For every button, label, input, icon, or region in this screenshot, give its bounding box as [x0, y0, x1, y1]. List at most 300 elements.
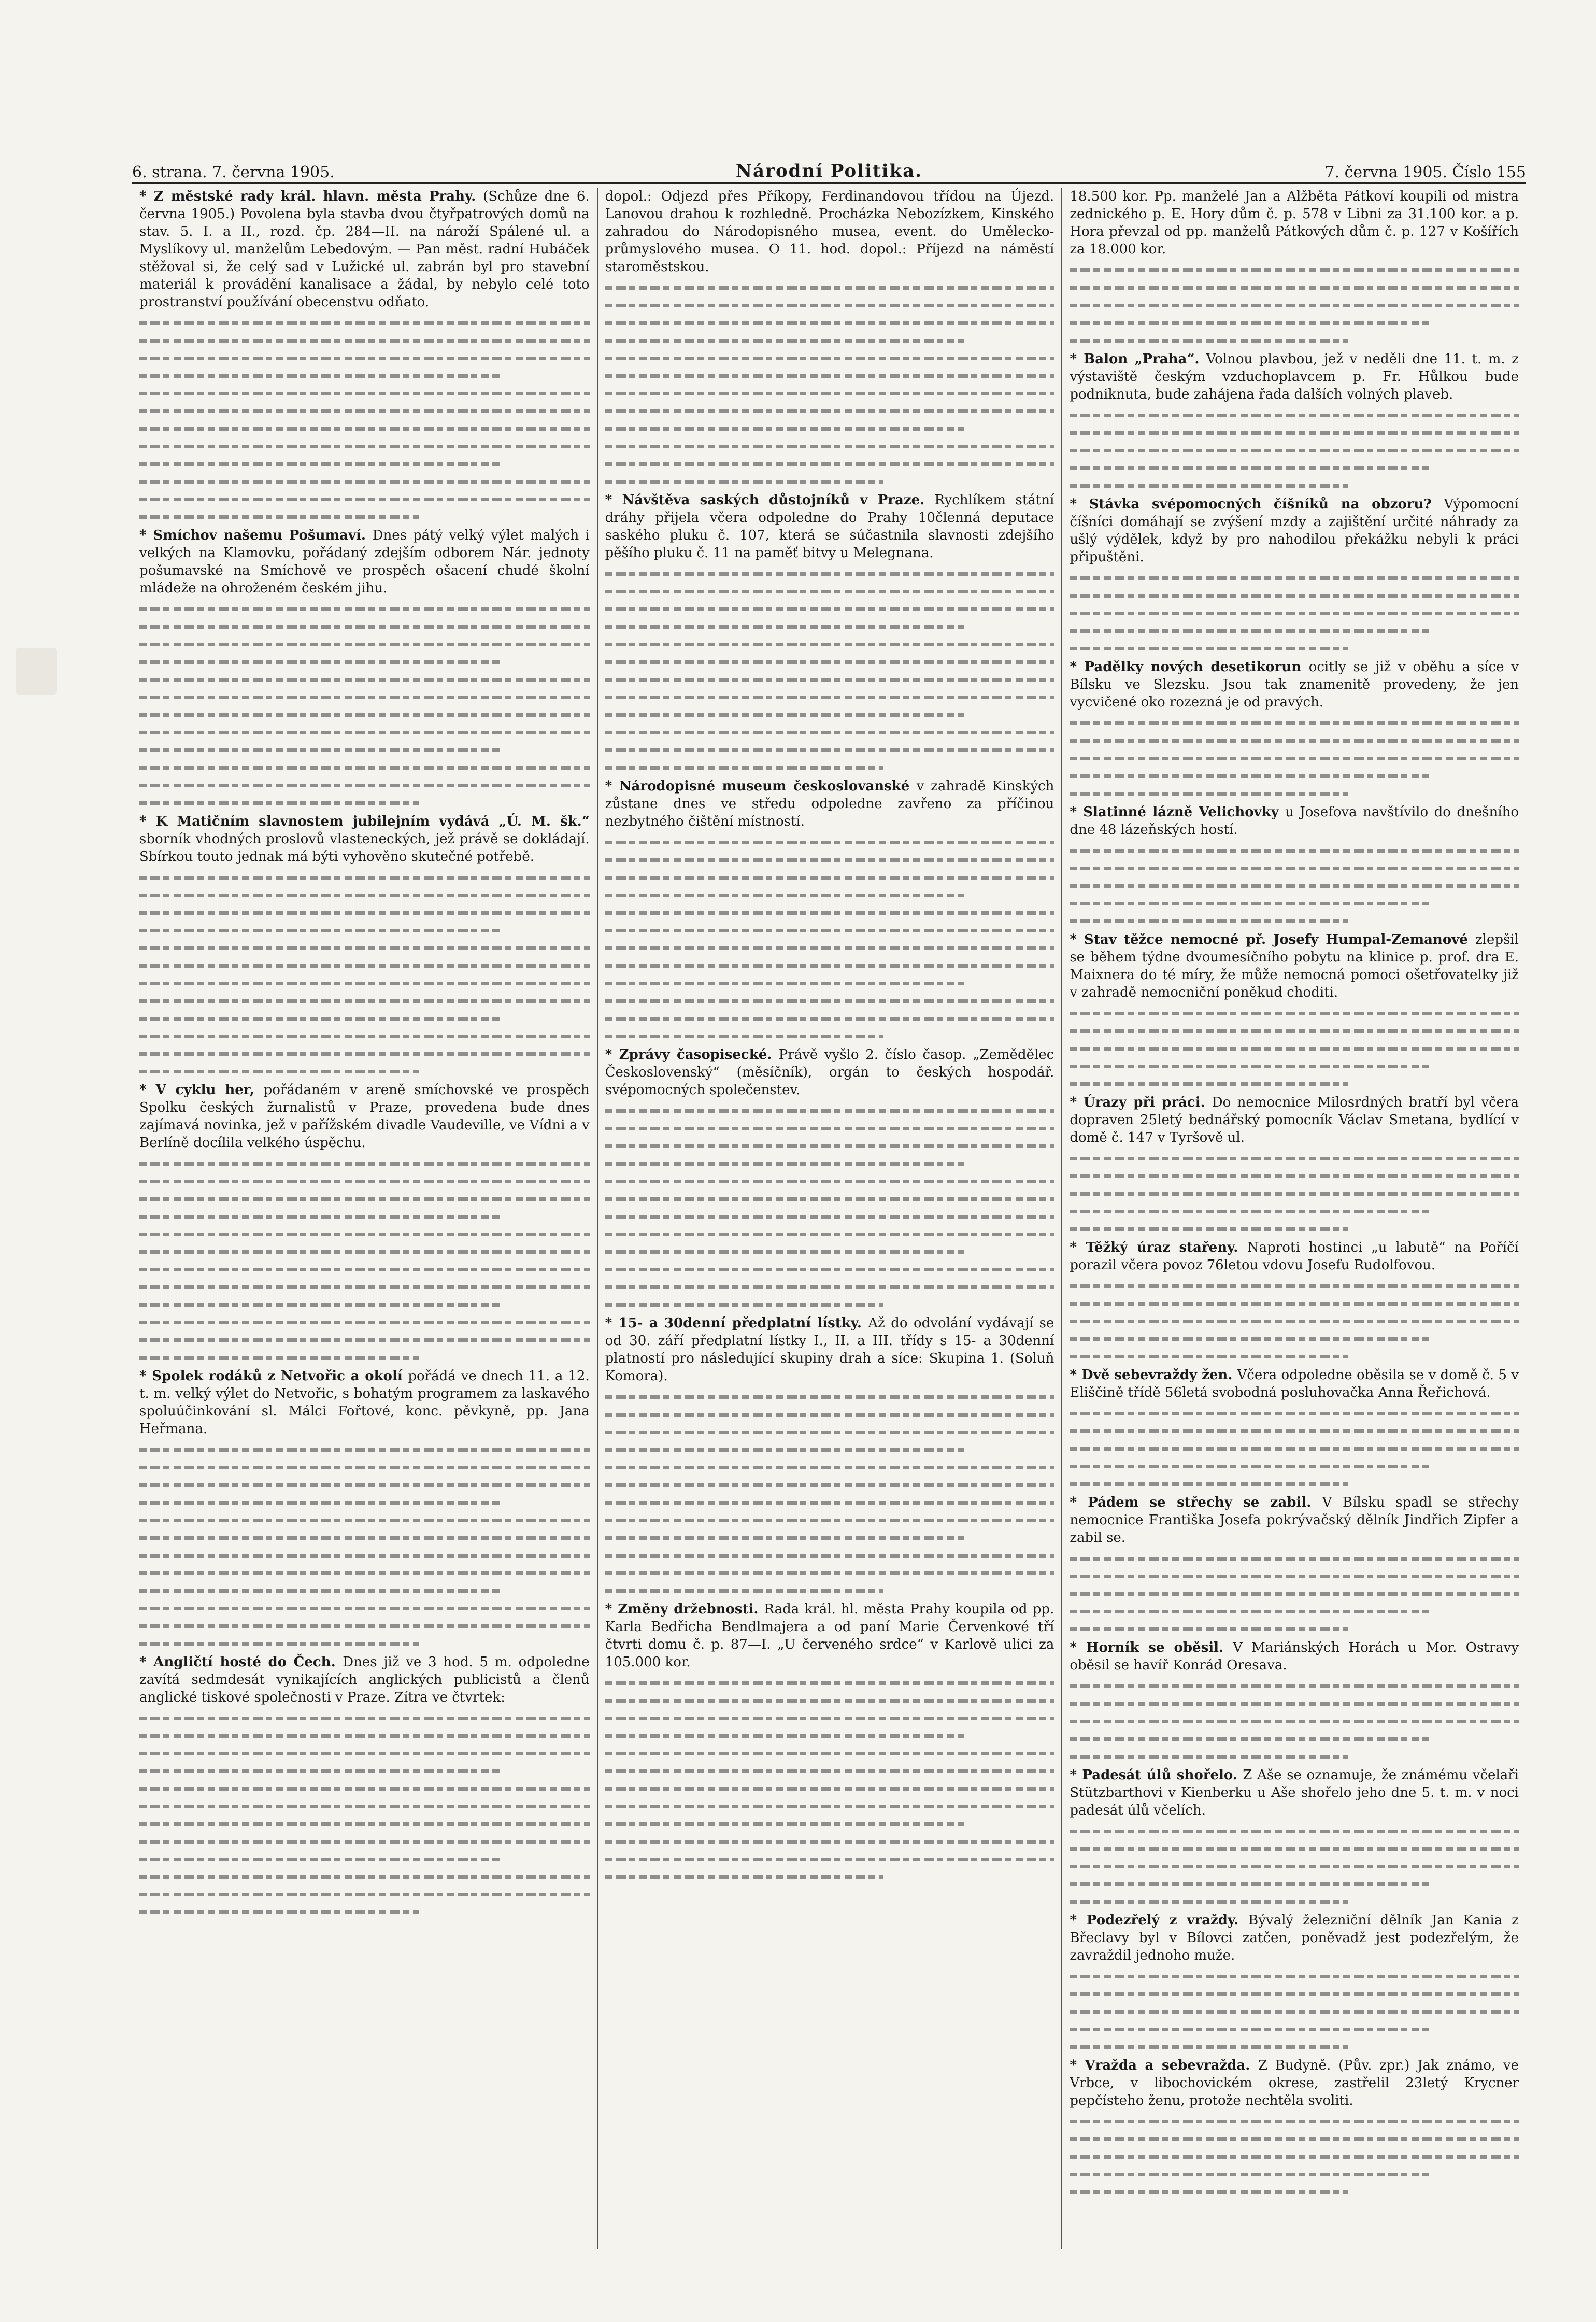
article-text: Z Budyně. (Pův. zpr.) Jak známo, ve Vrbce, v libochovickém okrese, zastřelil 23letý Krycner pepčísteho ženu, protože nechtěla svoliti. [1070, 2058, 1519, 2108]
article [139, 188, 590, 526]
text-line [605, 671, 1054, 688]
article [139, 1367, 590, 1652]
text-line [139, 1511, 590, 1529]
article [139, 813, 590, 1080]
text-line [605, 1815, 1054, 1833]
text-line [1070, 895, 1519, 912]
article-paragraph [1070, 658, 1519, 711]
article-paragraph [1070, 803, 1519, 839]
text-line [139, 1476, 590, 1494]
text-line [605, 688, 1054, 706]
text-line [1070, 1075, 1519, 1093]
text-line [1070, 1405, 1519, 1422]
text-line [1070, 2113, 1519, 2130]
column-3 [1061, 188, 1526, 2249]
article [139, 1081, 590, 1366]
text-line [139, 886, 590, 904]
text-line [1070, 1040, 1519, 1057]
text-line [1070, 622, 1519, 640]
text-line [1070, 785, 1519, 802]
text-line [1070, 912, 1519, 930]
article [605, 1314, 1054, 1599]
article-paragraph [1070, 188, 1519, 258]
column-2 [597, 188, 1062, 2249]
article-headline: * K Matičním slavnostem jubilejním vydává „Ú. M. šk.“ [139, 814, 590, 829]
article-headline: * Národopisné museum českoslovanské [605, 778, 917, 794]
article-text: Rada král. hl. města Prahy koupila od pp. Karla Bedřicha Bendlmajera a od paní Marie Červenkové tří čtvrti domu č. p. 87—I. „U červeného srdce“ v Karlově ulici za 105.000 kor. [605, 1602, 1054, 1670]
text-line [139, 922, 590, 939]
text-line [1070, 424, 1519, 442]
article-text: Dnes pátý velký výlet malých i velkých na Klamovku, pořádaný zdejším odborem Nár. jednoty pošumavské na Smíchově ve prospěch ošacení chudé školní mládeže na ohroženém českém jihu. [139, 528, 590, 596]
article-headline: * V cyklu her, [139, 1082, 264, 1098]
text-line [1070, 1550, 1519, 1567]
article-paragraph [1070, 350, 1519, 403]
article [1070, 1639, 1519, 1765]
article [605, 777, 1054, 1045]
text-line [605, 618, 1054, 635]
text-line [139, 1459, 590, 1476]
article [1070, 931, 1519, 1093]
text-line [139, 1599, 590, 1617]
text-line [1070, 2038, 1519, 2056]
article-paragraph [1070, 1094, 1519, 1146]
text-line [605, 279, 1054, 296]
article [1070, 658, 1519, 802]
article-headline: * Těžký úraz stařeny. [1070, 1240, 1247, 1255]
article-body-continuation [605, 833, 1054, 1045]
article-body-continuation [605, 279, 1054, 490]
text-line [1070, 1858, 1519, 1875]
article-paragraph [605, 777, 1054, 830]
text-line [139, 1313, 590, 1331]
article-text: Volnou plavbou, jež v neděli dne 11. t. m. z výstaviště českým vzduchoplavcem p. Fr. Hůlkou bude podniknuta, bude zahájena řada dalších volných plaveb. [1070, 351, 1519, 402]
text-line [139, 420, 590, 437]
text-line [139, 314, 590, 332]
article-body-continuation [139, 1155, 590, 1366]
text-line [139, 402, 590, 420]
article-text: Do nemocnice Milosrdných bratří byl včera dopraven 25letý bednářský pomocník Václav Smetana, bydlící v domě č. 147 v Tyršově ul. [1070, 1095, 1519, 1145]
article-paragraph [1070, 1639, 1519, 1674]
article-headline: * Změny držebnosti. [605, 1602, 764, 1617]
text-line [139, 759, 590, 776]
text-line [605, 939, 1054, 957]
text-line [1070, 877, 1519, 895]
article-body-continuation [1070, 1677, 1519, 1765]
text-line [1070, 279, 1519, 296]
article-paragraph [1070, 1239, 1519, 1274]
text-line [605, 1441, 1054, 1459]
text-line [139, 349, 590, 367]
text-line [1070, 2165, 1519, 2183]
article-headline: * Padesát úlů shořelo. [1070, 1767, 1243, 1783]
text-line [605, 1010, 1054, 1027]
text-line [605, 1155, 1054, 1172]
text-line [605, 904, 1054, 922]
article-text: pořádá ve dnech 11. a 12. t. m. velký výlet do Netvořic, s bohatým programem za laskavého spoluúčinkování sl. Málci Fořtové, konc. pěvkyně, pp. Jana Heřmana. [139, 1368, 590, 1437]
article-text: Rychlíkem státní dráhy přijela včera odpoledne do Prahy 10členná deputace saského pluku č. 107, která se súčastnila slavnosti zdejšího pěšího pluku č. 11 na paměť bitvy u Melegnana. [605, 492, 1054, 561]
binding-mark [16, 648, 57, 695]
text-line [139, 653, 590, 671]
text-line [605, 869, 1054, 886]
text-line [139, 1190, 590, 1208]
article-headline: * Slatinné lázně Velichovky [1070, 804, 1286, 820]
article [1070, 1912, 1519, 2056]
text-line [1070, 1277, 1519, 1295]
text-line [605, 724, 1054, 741]
text-line [139, 688, 590, 706]
text-line [605, 1388, 1054, 1406]
text-line [1070, 1748, 1519, 1765]
text-line [605, 1868, 1054, 1886]
article-paragraph [605, 491, 1054, 562]
article [1070, 1366, 1519, 1493]
text-line [605, 402, 1054, 420]
article-text: pořádaném v areně smíchovské ve prospěch Spolku českých žurnalistů v Praze, provedena bude dnes zajímavá novinka, jež v pařížském divadle Vaudeville, ve Vídni a v Berlíně docílila velkého úspěchu. [139, 1082, 590, 1151]
article-headline: * Balon „Praha“. [1070, 351, 1206, 367]
text-line [1070, 1202, 1519, 1220]
text-line [1070, 1457, 1519, 1475]
article-headline: * Spolek rodáků z Netvořic a okolí [139, 1368, 408, 1384]
text-line [139, 1833, 590, 1850]
article-paragraph [605, 1046, 1054, 1099]
text-line [139, 1564, 590, 1582]
article-text: Naproti hostinci „u labutě“ na Poříčí porazil včera povoz 76letou vdovu Josefu Rudolfovou. [1070, 1240, 1519, 1273]
article-text: Dnes již ve 3 hod. 5 m. odpoledne zavítá sedmdesát vynikajících anglických publicistů a členů anglické tiskové společnosti v Praze. Zítra ve čtvrtek: [139, 1654, 590, 1705]
article-body-continuation [605, 1388, 1054, 1599]
text-line [1070, 1893, 1519, 1910]
text-line [139, 367, 590, 385]
text-line [605, 600, 1054, 618]
article-text: Až do odvolání vydávají se od 30. září předplatní lístky I., II. a III. třídy s 15- a 30denní platností pro následující skupiny drah a síce: Skupina 1. (Soluň Komora). [605, 1315, 1054, 1384]
text-line [139, 1027, 590, 1045]
text-line [605, 1850, 1054, 1868]
text-line [139, 1617, 590, 1635]
text-line [1070, 767, 1519, 785]
article-text: 18.500 kor. Pp. manželé Jan a Alžběta Pátkoví koupili od mistra zednického p. E. Hory dům č. p. 578 v Libni za 31.100 kor. a p. Hora převzal od pp. manželů Pátkových dům č. p. 127 v Košířích za 18.000 kor. [1070, 189, 1519, 257]
article-headline: * Pádem se střechy se zabil. [1070, 1495, 1322, 1510]
text-line [605, 420, 1054, 437]
article-body-continuation [1070, 842, 1519, 930]
text-line [1070, 1312, 1519, 1330]
article-body-continuation [1070, 1550, 1519, 1638]
text-line [1070, 1712, 1519, 1730]
text-line [139, 1903, 590, 1921]
text-line [1070, 1295, 1519, 1312]
text-line [139, 741, 590, 759]
text-line [139, 473, 590, 490]
text-line [139, 1727, 590, 1745]
article-headline: * Smíchov našemu Pošumaví. [139, 528, 373, 543]
text-line [1070, 1220, 1519, 1238]
text-line [1070, 1822, 1519, 1840]
text-line [605, 1582, 1054, 1599]
text-line [1070, 714, 1519, 732]
article-paragraph [139, 1367, 590, 1438]
text-line [139, 385, 590, 402]
article-headline: * Návštěva saských důstojníků v Praze. [605, 492, 935, 508]
text-line [1070, 261, 1519, 279]
text-line [1070, 587, 1519, 604]
header-right: 7. června 1905. Číslo 155 [1324, 163, 1526, 181]
text-line [1070, 1057, 1519, 1075]
text-line [605, 635, 1054, 653]
article-body-continuation [1070, 2113, 1519, 2201]
text-columns [132, 188, 1526, 2249]
article-paragraph [1070, 931, 1519, 1001]
text-line [139, 1225, 590, 1243]
article [605, 1601, 1054, 1886]
text-line [139, 1045, 590, 1063]
text-line [139, 455, 590, 473]
text-line [139, 1547, 590, 1564]
article-text: (Schůze dne 6. června 1905.) Povolena byla stavba dvou čtyřpatrových domů na stav. 5. I. a II., rozd. čp. 284—II. na nároží Spálené ul. a Myslíkovy ul. manželům Lebedovým. — Pan měst. radní Hubáček stěžoval si, že celý sad v Lužické ul. zabrán byl pro stavební materiál k provádění kanalisace a žádal, by nebylo celé toto prostranství používání obecenstvu odňato. [139, 189, 590, 310]
text-line [605, 1727, 1054, 1745]
article-body-continuation [1070, 1004, 1519, 1093]
text-line [605, 1027, 1054, 1045]
article-body-continuation [139, 1441, 590, 1652]
text-line [139, 1745, 590, 1762]
article-body-continuation [1070, 261, 1519, 349]
text-line [139, 706, 590, 724]
text-line [139, 1063, 590, 1080]
text-line [139, 490, 590, 508]
text-line [605, 314, 1054, 332]
article-body-continuation [139, 869, 590, 1080]
masthead: Národní Politika. [735, 161, 923, 181]
text-line [1070, 296, 1519, 314]
text-line [139, 1850, 590, 1868]
text-line [1070, 1348, 1519, 1365]
article-headline: * Úrazy při práci. [1070, 1095, 1212, 1110]
article-paragraph [1070, 2057, 1519, 2109]
text-line [139, 724, 590, 741]
text-line [605, 1278, 1054, 1296]
text-line [605, 1296, 1054, 1313]
article [1070, 803, 1519, 930]
article [1070, 2057, 1519, 2201]
text-line [605, 1190, 1054, 1208]
article-text: Výpomocní číšníci domáhají se zvýšení mzdy a zajištění určité náhrady za ušlý výdělek, když by pro nahodilou překážku nebyli k práci připuštěni. [1070, 497, 1519, 565]
text-line [139, 939, 590, 957]
text-line [605, 385, 1054, 402]
text-line [605, 1102, 1054, 1120]
article-text: V Bílsku spadl se střechy nemocnice Františka Josefa pokrývačský dělník Jindřich Zipfer a zabil se. [1070, 1495, 1519, 1546]
text-line [1070, 1967, 1519, 1985]
article-text: u Josefova navštívilo do dnešního dne 48 lázeňských hostí. [1070, 804, 1519, 838]
article-headline: * Angličtí hosté do Čech. [139, 1654, 343, 1670]
article-text: v zahradě Kinských zůstane dnes ve středu odpoledne zavřeno za příčinou nezbytného čištění místností. [605, 778, 1054, 829]
article-body-continuation [605, 1102, 1054, 1313]
article-body-continuation [1070, 406, 1519, 494]
article-text: sborník vhodných proslovů vlasteneckých, jež právě se dokládají. Sbírkou touto jednak má býti vyhověno skutečné potřebě. [139, 831, 590, 865]
text-line [139, 974, 590, 992]
text-line [1070, 459, 1519, 477]
text-line [139, 1349, 590, 1366]
text-line [1070, 1330, 1519, 1348]
article-text: ocitly se již v oběhu a síce v Bílsku ve Slezsku. Jsou tak znamenitě provedeny, že jen vycvičené oko rozezná je od pravých. [1070, 659, 1519, 710]
text-line [139, 332, 590, 349]
text-line [1070, 1440, 1519, 1457]
text-line [139, 1208, 590, 1225]
text-line [605, 922, 1054, 939]
text-line [139, 1635, 590, 1652]
text-line [1070, 1004, 1519, 1022]
text-line [1070, 1875, 1519, 1893]
article-body-continuation [139, 1709, 590, 1921]
text-line [605, 1780, 1054, 1797]
text-line [1070, 1567, 1519, 1585]
article-body-continuation [1070, 1277, 1519, 1365]
text-line [139, 1529, 590, 1547]
page-header [132, 150, 1526, 181]
article-headline: * Padělky nových desetikorun [1070, 659, 1309, 675]
article-body-continuation [605, 565, 1054, 776]
article-headline: * Zprávy časopisecké. [605, 1047, 779, 1063]
article-text: Právě vyšlo 2. číslo časop. „Zemědělec Československý“ (měsíčník), orgán to českých hospodář. svépomocných společenstev. [605, 1047, 1054, 1098]
article-headline: * Podezřelý z vraždy. [1070, 1913, 1249, 1928]
text-line [605, 992, 1054, 1010]
text-line [605, 653, 1054, 671]
text-line [605, 455, 1054, 473]
text-line [139, 600, 590, 618]
article-paragraph [139, 527, 590, 597]
text-line [139, 1441, 590, 1459]
text-line [1070, 2003, 1519, 2020]
article-paragraph [1070, 495, 1519, 566]
text-line [1070, 1585, 1519, 1603]
text-line [605, 1833, 1054, 1850]
text-line [605, 1243, 1054, 1261]
article-text: Z Aše se oznamuje, že známému včelaři Stützbarthovi v Kienberku u Aše shořelo jeho dne 5. t. m. v noci padesát úlů včelích. [1070, 1767, 1519, 1818]
text-line [605, 1261, 1054, 1278]
article-paragraph [605, 1314, 1054, 1385]
text-line [139, 635, 590, 653]
text-line [605, 1674, 1054, 1692]
text-line [139, 1709, 590, 1727]
article [139, 527, 590, 812]
text-line [605, 1459, 1054, 1476]
article [1070, 1239, 1519, 1365]
text-line [605, 1476, 1054, 1494]
text-line [605, 332, 1054, 349]
text-line [139, 671, 590, 688]
text-line [605, 759, 1054, 776]
article [1070, 1766, 1519, 1910]
text-line [139, 1010, 590, 1027]
article-text: dopol.: Odjezd přes Příkopy, Ferdinandovou třídou na Újezd. Lanovou drahou k rozhledně. Procházka Nebozízkem, Kinského zahradou do Národopisného musea, event. do Umělecko-průmyslového musea. O 11. hod. dopol.: Příjezd na náměstí staroměstskou. [605, 189, 1054, 275]
text-line [605, 1745, 1054, 1762]
article-headline: * Stávka svépomocných číšníků na obzoru? [1070, 497, 1444, 512]
article-headline: * Dvě sebevraždy žen. [1070, 1367, 1237, 1383]
text-line [139, 1797, 590, 1815]
text-line [1070, 1603, 1519, 1620]
text-line [605, 1137, 1054, 1155]
text-line [1070, 2183, 1519, 2201]
text-line [1070, 1475, 1519, 1493]
text-line [139, 1886, 590, 1903]
text-line [1070, 842, 1519, 859]
text-line [139, 1494, 590, 1511]
text-line [1070, 732, 1519, 749]
text-line [139, 776, 590, 794]
text-line [605, 1120, 1054, 1137]
text-line [1070, 1730, 1519, 1748]
text-line [605, 851, 1054, 869]
header-rule [132, 182, 1526, 184]
text-line [139, 1762, 590, 1780]
text-line [139, 957, 590, 974]
text-line [139, 869, 590, 886]
text-line [1070, 332, 1519, 349]
text-line [605, 1692, 1054, 1709]
article [605, 491, 1054, 776]
text-line [139, 1172, 590, 1190]
text-line [605, 886, 1054, 904]
text-line [1070, 406, 1519, 424]
column-1 [132, 188, 597, 2249]
article [1070, 188, 1519, 349]
text-line [139, 1331, 590, 1349]
article [1070, 1494, 1519, 1638]
article [1070, 350, 1519, 494]
article-body-continuation [1070, 714, 1519, 802]
text-line [605, 1511, 1054, 1529]
text-line [605, 974, 1054, 992]
text-line [1070, 1422, 1519, 1440]
text-line [1070, 859, 1519, 877]
text-line [1070, 1185, 1519, 1202]
article-headline: * Stav těžce nemocné př. Josefy Humpal-Zemanové [1070, 932, 1475, 947]
article-paragraph [139, 1081, 590, 1152]
text-line [1070, 1985, 1519, 2003]
text-line [605, 1547, 1054, 1564]
article-paragraph [139, 1653, 590, 1706]
text-line [1070, 314, 1519, 332]
article-headline: * Z městské rady král. hlavn. města Prahy. [139, 189, 483, 204]
article-paragraph [1070, 1912, 1519, 1964]
article-body-continuation [139, 600, 590, 812]
text-line [139, 1582, 590, 1599]
text-line [1070, 1620, 1519, 1638]
text-line [1070, 1167, 1519, 1185]
text-line [1070, 569, 1519, 587]
article-headline: * Horník se oběsil. [1070, 1640, 1233, 1655]
text-line [1070, 1840, 1519, 1858]
text-line [605, 1423, 1054, 1441]
text-line [1070, 749, 1519, 767]
text-line [139, 1243, 590, 1261]
text-line [139, 1815, 590, 1833]
article-body-continuation [1070, 1405, 1519, 1493]
text-line [139, 1261, 590, 1278]
article-headline: * Vražda a sebevražda. [1070, 2058, 1258, 2073]
text-line [605, 296, 1054, 314]
article-text: V Mariánských Horách u Mor. Ostravy oběsil se havíř Konrád Oresava. [1070, 1640, 1519, 1673]
article-body-continuation [1070, 1150, 1519, 1238]
article-body-continuation [605, 1674, 1054, 1886]
article [605, 1046, 1054, 1313]
text-line [605, 957, 1054, 974]
text-line [139, 1155, 590, 1172]
text-line [605, 1709, 1054, 1727]
text-line [139, 1868, 590, 1886]
text-line [605, 1797, 1054, 1815]
text-line [605, 1494, 1054, 1511]
text-line [605, 565, 1054, 583]
text-line [605, 1208, 1054, 1225]
article-paragraph [1070, 1494, 1519, 1547]
text-line [605, 1564, 1054, 1582]
